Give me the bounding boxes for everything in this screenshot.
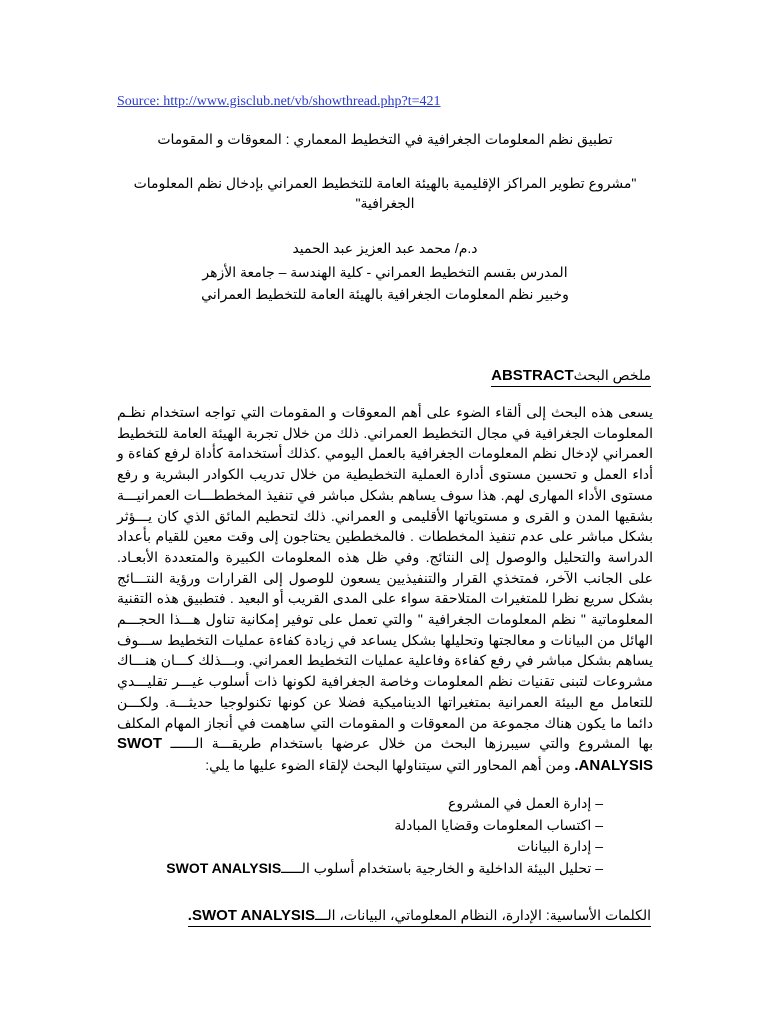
list-item: – اكتساب المعلومات وقضايا المبادلة (103, 815, 603, 837)
list-item (103, 858, 603, 880)
list-item: – إدارة البيانات (103, 836, 603, 858)
author-position: المدرس بقسم التخطيط العمراني - كلية الهندسة – جامعة الأزهر (202, 264, 568, 280)
author-position-secondary: وخبير نظم المعلومات الجغرافية بالهيئة العامة للتخطيط العمراني (201, 286, 569, 302)
abstract-swot-term: SWOT ANALYSIS. (117, 735, 653, 774)
topics-list (103, 793, 603, 879)
project-title: "مشروع تطوير المراكز الإقليمية بالهيئة العامة للتخطيط العمراني بإدخال نظم المعلومات الجغرافية" (133, 175, 637, 211)
abstract-body (117, 402, 653, 777)
keywords-line (188, 905, 651, 927)
list-item-text: تحليل البيئة الداخلية و الخارجية باستخدام أسلوب الـــــ (281, 859, 592, 876)
abstract-text: يسعى هذه البحث إلى ألقاء الضوء على أهم المعوقات و المقومات التي تواجه استخدام نظـم المعلومات الجغرافية في مجال التخطيط العمراني. ذلك من خلال تجربة الهيئة العامة للتخطيط العمراني لإدخال نظم المعلومات الجغرافية بالعمل اليومي .كذلك أستخدامة كأداة لرفع كفاءة و أداء العمل و تحسين مستوى أدارة العملية التخطيطية من خلال تدريب الكوادر البشرية و رفع مستوى الأداء المهارى لهم. هذا سوف يساهم بشكل مباشر في تنفيذ المخططـــات العمرانيـــة بشقيها المدن و القرى و مستوياتها الأقليمى و العمراني. ذلك لتحطيم المائق الذي كان يـــؤثر بشكل مباشر على عدم تنفيذ المخططات . فالمخططين يحتاجون إلى وقت معين للقيام بأعداد الدراسة والتحليل والوصول إلى النتائج. وفي ظل هذه المعلومات الكبيرة والمتعددة الأبعـاد. على الجانب الآخر، فمتخذي القرار والتنفيذيين يسعون للوصول إلى القرارات ورؤية النتـــائج بشكل سريع نظرا للمتغيرات المتلاحقة سواء على المدى القريب أو البعيد . فتطبيق هذه التقنية المعلوماتية " نظم المعلومات الجغرافية " والتي تعمل على توفير إمكانية تناول هـــذا الحجـــم الهائل من البيانات و معالجتها وتحليلها بشكل يساعد في زيادة كفاءة عمليات التخطيط ســـوف يساهم بشكل مباشر في رفع كفاءة وفاعلية عمليات التخطيط العمراني. وبـــذلك كـــان هنـــاك مشروعات لتبنى تقنيات نظم المعلومات وخاصة الجغرافية لكونها ذات أسلوب غيـــر تقليـــدي للتعامل مع البيئة العمرانية بمتغيراتها الديناميكية فضلا عن كونها تكنولوجيا حديثـــة. ولكـــن دائما ما يكون هناك مجموعة من المعوقات و المقومات التي ساهمت في أنجاز المهام المكلف بها المشروع والتي سيبرزها البحث من خلال عرضها باستخدام طريقـــة الــــــ (117, 404, 654, 752)
paper-title: تطبيق نظم المعلومات الجغرافية في التخطيط المعماري : المعوقات و المقومات (157, 131, 613, 147)
keywords-label: الكلمات الأساسية: (545, 907, 651, 923)
list-item: – إدارة العمل في المشروع (103, 793, 603, 815)
keywords-swot-term: SWOT ANALYSIS. (187, 907, 316, 924)
abstract-heading-arabic: ملخص البحث (573, 367, 651, 383)
list-item-swot-term: SWOT ANALYSIS (166, 859, 282, 876)
abstract-text-tail: ومن أهم المحاور التي سيتناولها البحث لإلقاء الضوء عليها ما يلي: (205, 756, 575, 773)
author-name: د.م/ محمد عبد العزيز عبد الحميد (292, 240, 478, 256)
keywords-text: الإدارة، النظام المعلوماتي، البيانات، الـــ (315, 907, 546, 923)
abstract-heading (491, 365, 651, 387)
abstract-heading-english: ABSTRACT (491, 367, 574, 384)
source-link[interactable]: Source: http://www.gisclub.net/vb/showthread.php?t=421 (117, 94, 441, 109)
